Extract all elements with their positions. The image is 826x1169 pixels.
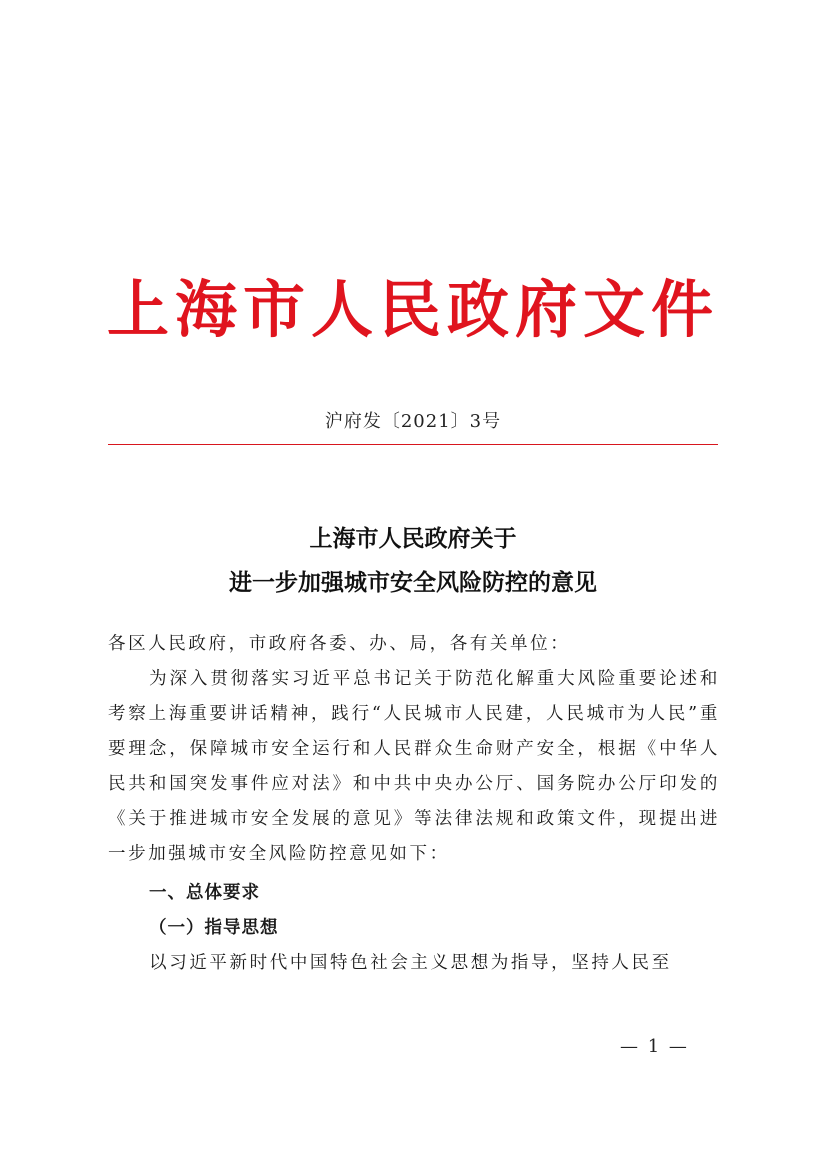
subsection-heading: （一）指导思想 — [149, 918, 279, 938]
document-title-line-2: 进一步加强城市安全风险防控的意见 — [229, 569, 597, 596]
section-heading: 一、总体要求 — [149, 883, 260, 903]
red-separator-rule — [108, 444, 718, 445]
document-body — [108, 627, 720, 981]
body-paragraph: 以习近平新时代中国特色社会主义思想为指导，坚持人民至 — [149, 953, 672, 973]
addressee-line: 各区人民政府，市政府各委、办、局，各有关单位： — [108, 634, 571, 654]
body-paragraph: 为深入贯彻落实习近平总书记关于防范化解重大风险重要论述和考察上海重要讲话精神，践行“人民城市人民建，人民城市为人民”重要理念，保障城市安全运行和人民群众生命财产安全，根据《中华人民共和国突发事件应对法》和中共中央办公厅、国务院办公厅印发的《关于推进城市安全发展的意见》等法律法规和政策文件，现提出进一步加强城市安全风险防控意见如下： — [108, 669, 720, 864]
page-number: — 1 — — [620, 1036, 689, 1057]
document-number: 沪府发〔2021〕3号 — [324, 411, 502, 432]
document-title-line-1: 上海市人民政府关于 — [309, 525, 517, 552]
document-issuer-header: 上海市人民政府文件 — [106, 273, 719, 346]
document-title — [0, 517, 826, 605]
